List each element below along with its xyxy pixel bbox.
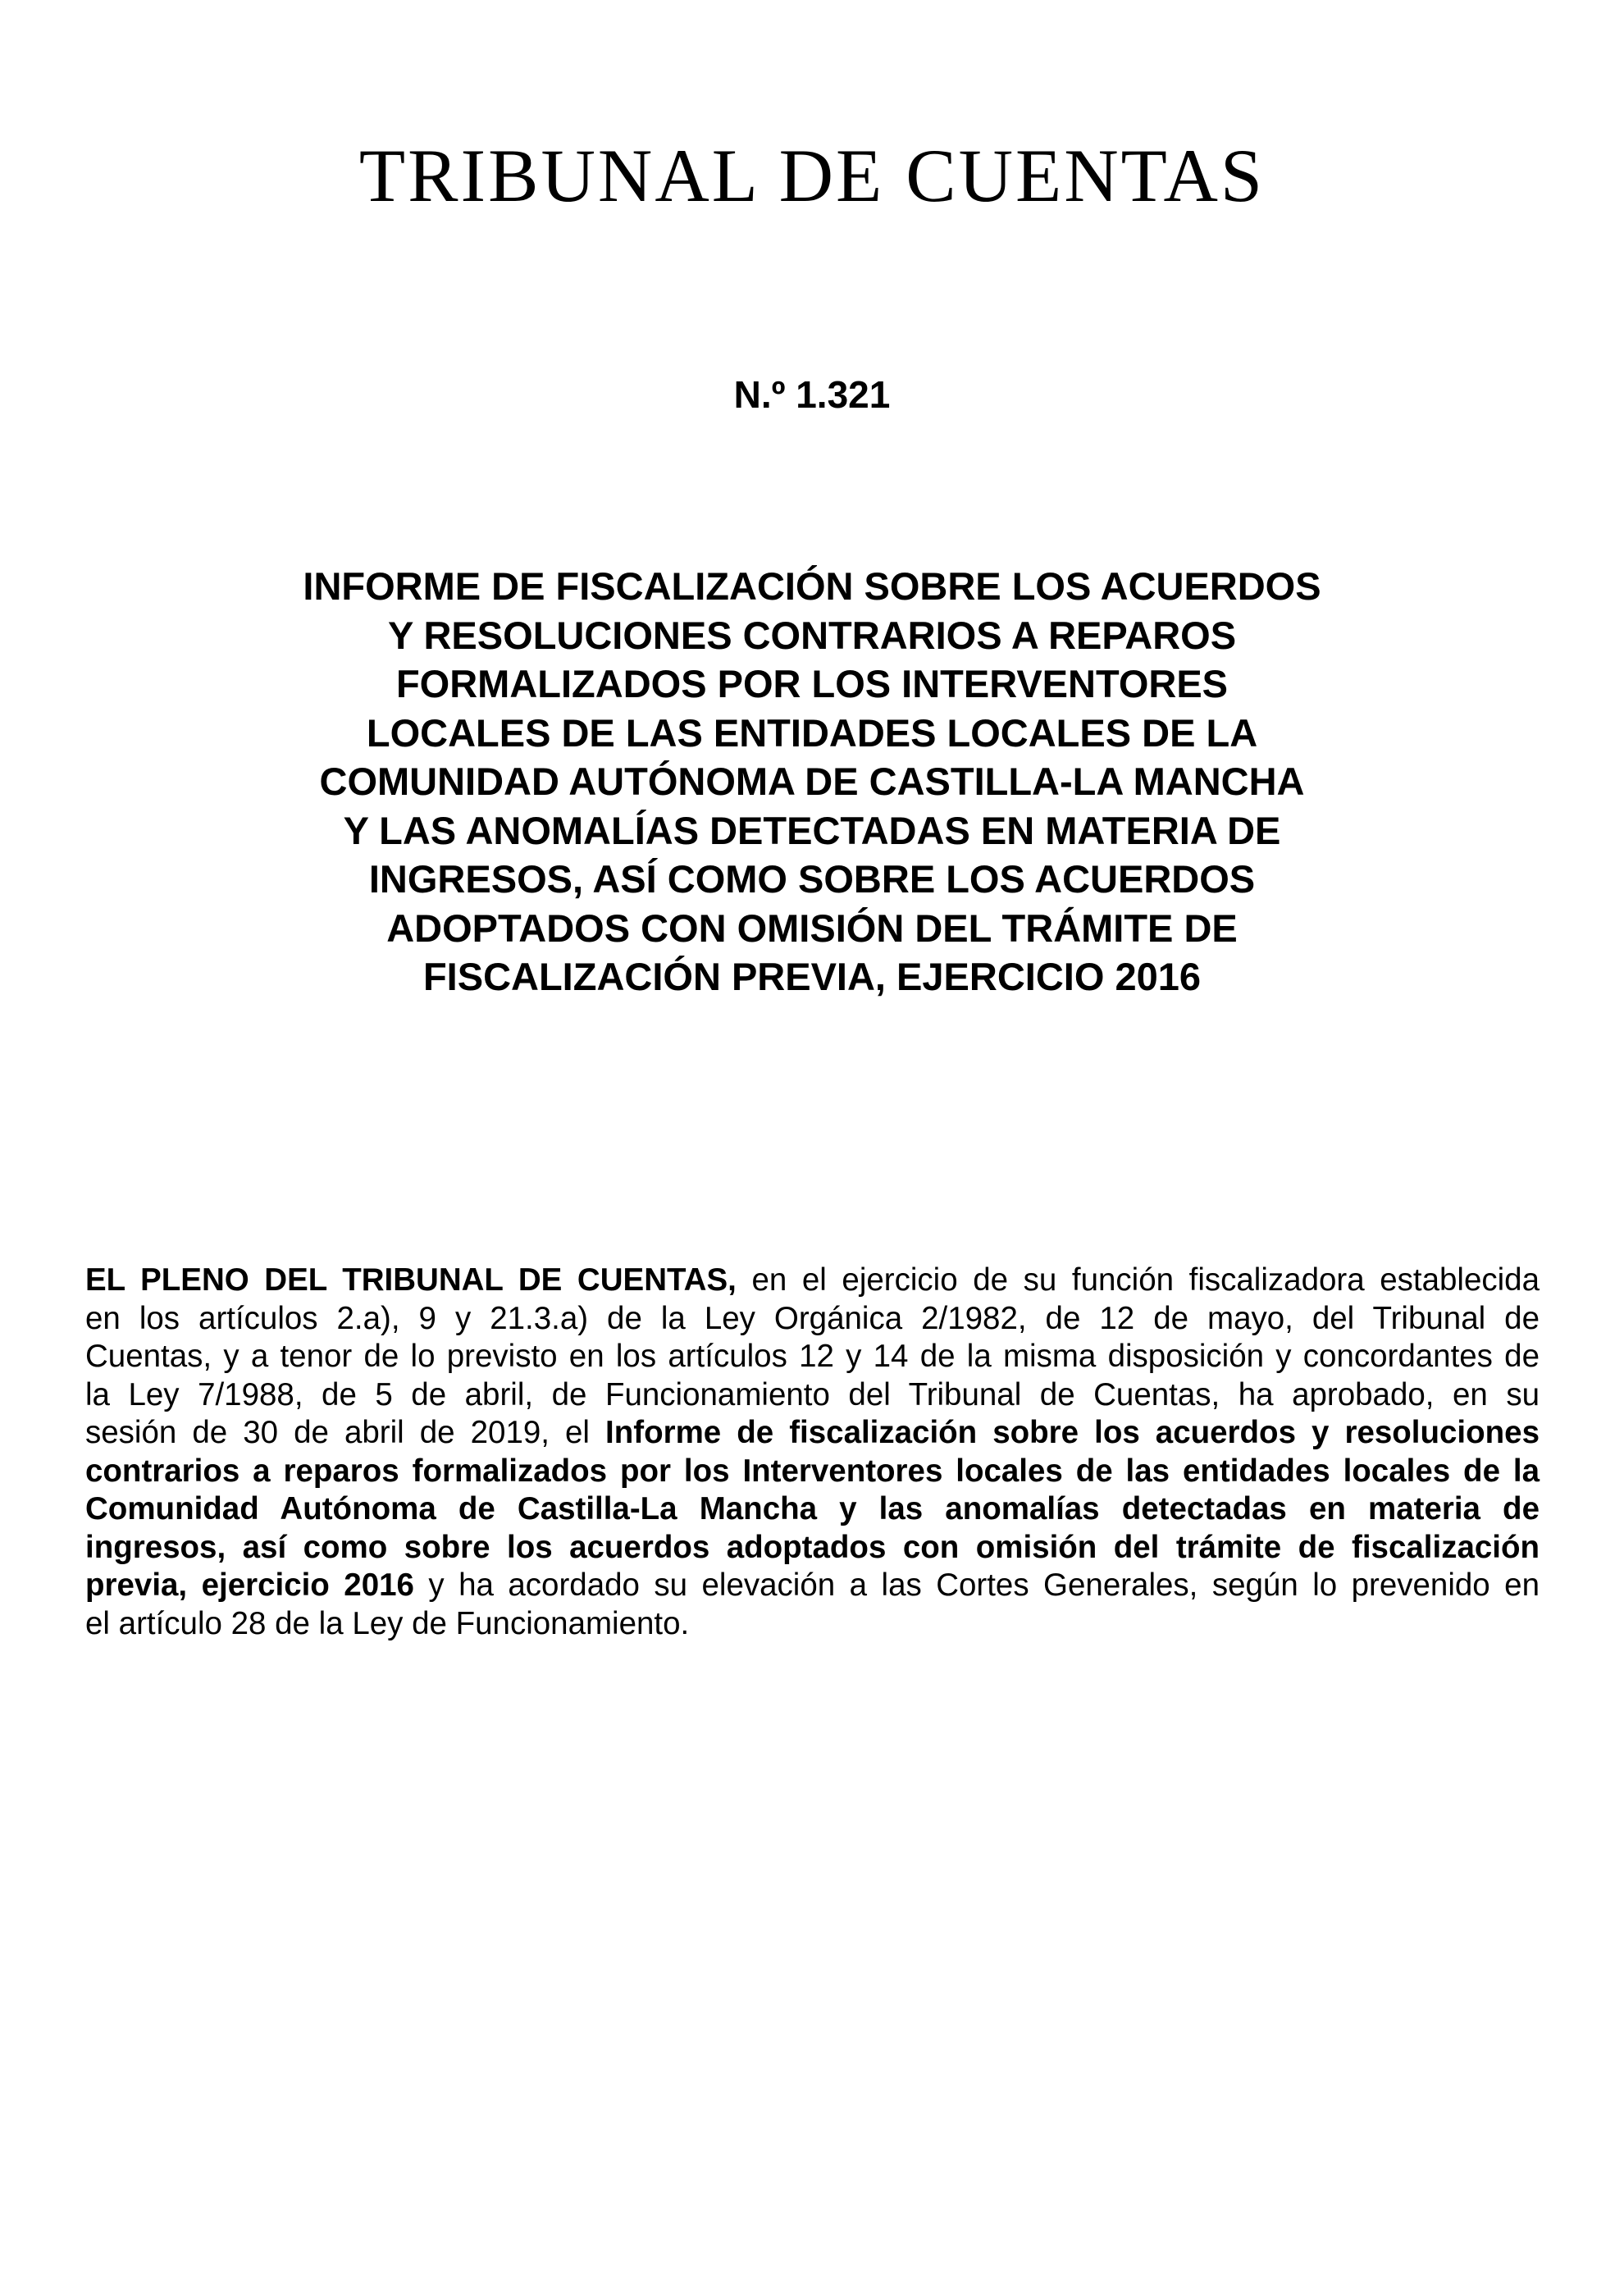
report-title-line: FISCALIZACIÓN PREVIA, EJERCICIO 2016 — [422, 955, 1202, 998]
report-title-line: COMUNIDAD AUTÓNOMA DE CASTILLA-LA MANCHA — [319, 760, 1305, 803]
report-title-line: LOCALES DE LAS ENTIDADES LOCALES DE LA — [366, 710, 1258, 755]
organization-title: TRIBUNAL DE CUENTAS — [358, 134, 1266, 217]
report-number: N.º 1.321 — [733, 373, 891, 416]
report-title-line: FORMALIZADOS POR LOS INTERVENTORES — [395, 662, 1229, 705]
report-title-line: ADOPTADOS CON OMISIÓN DEL TRÁMITE DE — [386, 906, 1238, 950]
paragraph-line: previa, ejercicio 2016 y ha acordado su elevación a las Cortes Generales, según lo prevenido en — [85, 1567, 1540, 1603]
report-reference: Informe de fiscalización sobre los acuerdos y resoluciones — [605, 1415, 1540, 1450]
paragraph-line: la Ley 7/1988, de 5 de abril, de Funcionamiento del Tribunal de Cuentas, ha aprobado, en su — [85, 1376, 1540, 1412]
report-title-line: INGRESOS, ASÍ COMO SOBRE LOS ACUERDOS — [368, 857, 1256, 901]
report-title-line: INFORME DE FISCALIZACIÓN SOBRE LOS ACUERDOS — [303, 564, 1321, 608]
report-title-line: Y LAS ANOMALÍAS DETECTADAS EN MATERIA DE — [343, 808, 1281, 852]
report-title-line: Y RESOLUCIONES CONTRARIOS A REPAROS — [387, 613, 1237, 657]
approval-paragraph — [85, 1262, 1540, 1643]
paragraph-line: Comunidad Autónoma de Castilla-La Mancha y las anomalías detectadas en materia de — [85, 1491, 1540, 1526]
paragraph-line: Cuentas, y a tenor de lo previsto en los artículos 12 y 14 de la misma disposición y concordantes de — [85, 1339, 1540, 1374]
paragraph-line: sesión de 30 de abril de 2019, el Informe de fiscalización sobre los acuerdos y resoluciones — [85, 1415, 1540, 1450]
paragraph-line: ingresos, así como sobre los acuerdos adoptados con omisión del trámite de fiscalización — [85, 1529, 1540, 1565]
paragraph-line: contrarios a reparos formalizados por los Interventores locales de las entidades locales de la — [85, 1453, 1540, 1489]
paragraph-line: EL PLENO DEL TRIBUNAL DE CUENTAS, en el ejercicio de su función fiscalizadora establecida — [85, 1262, 1540, 1298]
plenary-name: EL PLENO DEL TRIBUNAL DE CUENTAS, — [85, 1262, 737, 1298]
report-title — [197, 562, 1427, 1002]
paragraph-line: en los artículos 2.a), 9 y 21.3.a) de la Ley Orgánica 2/1982, de 12 de mayo, del Tribunal de — [85, 1300, 1540, 1336]
paragraph-line: el artículo 28 de la Ley de Funcionamiento. — [85, 1605, 690, 1641]
